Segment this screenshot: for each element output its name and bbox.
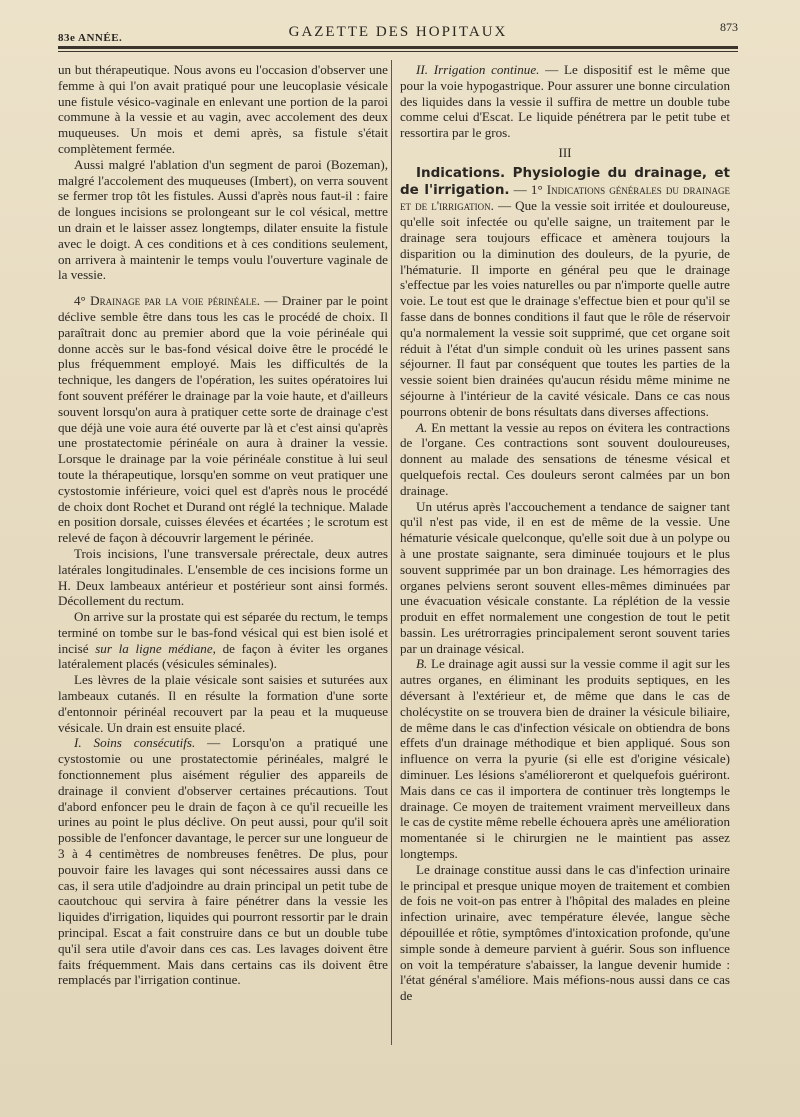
paragraph: Indications. Physiologie du drainage, et de l'irrigation. — 1° Indications générales du drainage et de l'irrigation. — Que la vessie soit irritée et douloureuse, qu'elle soit infectée ou qu'elle saigne, un traitement par le drainage sera toujours efficace et amènera toujours la disparition ou la diminution des douleurs, de la pyurie, de l'hématurie. Il importe en général peu que le drainage s'effectue par les voies naturelles ou par n'importe quelle autre voie. Le tout est que le drainage s'effectue bien et pour qu'il se fasse dans de bonnes conditions il faut que le rôle de réservoir qu'a normalement la vessie soit supprimé, que cet organe soit réduit à l'état d'un simple conduit où les urines passent sans séjourner. Il faut par conséquent que toutes les parties de la vessie soient bien drainées qu'aucun résidu même minime ne séjourne à l'intérieur de la cavité vésicale. Dans ce cas nous pourrons obtenir de bons résultats dans diverses affections. — [400, 164, 730, 419]
year-label: 83e ANNÉE. — [58, 32, 123, 44]
paragraph: A. En mettant la vessie au repos on évitera les contractions de l'organe. Ces contractions sont souvent douloureuses, donnent au malade des sensations de ténesme vésical et quelquefois rectal. Ces douleurs seront calmées par un bon drainage. — [400, 419, 730, 498]
header-rule-thin — [58, 51, 738, 52]
paragraph: un but thérapeutique. Nous avons eu l'occasion d'observer une femme à qui l'on avait pratiqué pour une leucoplasie vésicale une fistule vésico-vaginale en enlevant une portion de la paroi commune à la vessie et au vagin, avec accolement des deux muqueuses. Un mois et demi après, sa fistule s'était complètement fermée. — [58, 62, 388, 156]
paragraph: Le drainage constitue aussi dans le cas d'infection urinaire le principal et presque unique moyen de traitement et combien de fois ne voit-on pas entrer à l'hôpital des malades en pleine infection urinaire, avec température élevée, langue sèche dépouillée et rôtie, symptômes d'intoxication profonde, qu'une simple sonde à demeure parvient à guérir. Sous son influence on voit la température s'abaisser, la langue devenir humide : l'état général s'améliore. Mais méfions-nous aussi dans ce cas de — [400, 861, 730, 1004]
right-column — [400, 62, 730, 1004]
paragraph: Un utérus après l'accouchement a tendance de saigner tant qu'il n'est pas vide, il en est de même de la vessie. Une hématurie vésicale quelconque, qu'elle soit due à un polype ou à une prostate saignante, sera diminuée toujours et le plus souvent supprimée par un bon drainage. Les hémorragies des organes pelviens seront souvent elles-mêmes diminuées par une évacuation vésicale constante. La réplétion de la vessie produit en effet normalement une congestion de tout le petit bassin. Les urétrorragies principalement seront souvent taries par un drainage vésical. — [400, 498, 730, 656]
paragraph: On arrive sur la prostate qui est séparée du rectum, le temps terminé on tombe sur le bas-fond vésical qui est bien isolé et incisé sur la ligne médiane, de façon à éviter les organes latéralement placés (vésicules séminales). — [58, 609, 388, 672]
page-header — [58, 18, 738, 44]
journal-title: GAZETTE DES HOPITAUX — [288, 24, 508, 40]
subsection-label: I. Soins consécutifs. — [74, 735, 196, 751]
paragraph: II. Irrigation continue. — Le dispositif est le même que pour la voie hypogastrique. Pour assurer une bonne circulation des liquides dans la vessie il suffira de mettre un double tube comme celui d'Escat. Le liquide pénétrera par le petit tube et ressortira par le gros. — [400, 62, 730, 141]
header-rule-thick — [58, 46, 738, 49]
paragraph: Trois incisions, l'une transversale prérectale, deux autres latérales longitudinales. L'ensemble de ces incisions forme un H. Deux lambeaux antérieur et postérieur sont ainsi formés. Décollement du rectum. — [58, 545, 388, 609]
column-divider — [391, 60, 392, 1045]
paragraph: I. Soins consécutifs. — Lorsqu'on a pratiqué une cystostomie ou une prostatectomie périnéales, malgré le fonctionnement plus aisément régulier des appareils de drainage il convient d'observer certaines précautions. Tout d'abord enfoncer peu le drain de façon à ce qu'il recueille les urines au point le plus déclive. On peut aussi, pour qu'il soit possible de l'enfoncer davantage, le percer sur une longueur de 3 à 4 centimètres de nombreuses fenêtres. De plus, pour pouvoir faire les lavages qui sont nécessaires aussi dans ce cas, il sera utile d'adjoindre au drain principal un petit tube de caoutchouc qui servira à faire pénétrer dans la vessie les liquides d'irrigation, liquides qui pourront ressortir par le drain principal. Escat a fait construire dans ce but un double tube qu'il sera utile d'avoir dans ces cas. Les lavages doivent être faits fréquemment. Mais dans certains cas ils doivent être remplacés par l'irrigation continue. — [58, 735, 388, 988]
paragraph: Aussi malgré l'ablation d'un segment de paroi (Bozeman), malgré l'accolement des muqueuses (Imbert), on verra souvent se fermer trop tôt les fistules. Aussi d'après nous faut-il : faire de longues incisions se prolongeant sur le col vésical, mettre un drain et le laisser assez longtemps, dilater ensuite la fistule avec le doigt. A ces conditions et à ces conditions seulement, on arrivera à maintenir le temps voulu l'ouverture vaginale de la vessie. — [58, 156, 388, 283]
subsection-label: 4° Drainage par la voie périnéale. — [74, 293, 261, 309]
paragraph: B. Le drainage agit aussi sur la vessie comme il agit sur les autres organes, en éliminant les produits septiques, en les déversant à l'extérieur et, de même que dans le cas de cholécystite on se trouvera bien de drainer la vésicule biliaire, de même dans le cas d'infection vésicale on obtiendra de bons effets d'un drainage méthodique et bien appliqué. Sous son influence on verra la pyurie (si elle est d'origine vésicale) diminuer. Les lésions s'amélioreront et quelquefois guériront. Mais dans ce cas il importera de continuer très longtemps le drainage. Ce moyen de traitement vraiment merveilleux dans le cas de cystite même rebelle échouera après une amélioration momentanée si le chirurgien ne le maintient pas assez longtemps. — [400, 656, 730, 862]
page-number: 873 — [720, 20, 738, 34]
left-column — [58, 62, 388, 988]
paragraph: Les lèvres de la plaie vésicale sont saisies et suturées aux lambeaux cutanés. Il en résulte la formation d'une sorte d'entonnoir périnéal recouvert par la peau et la muqueuse vésicale. Un drain est ensuite placé. — [58, 672, 388, 735]
section-number: III — [558, 144, 572, 160]
paragraph: 4° Drainage par la voie périnéale. — Drainer par le point déclive semble être dans tous les cas le procédé de choix. Il paraîtrait donc au premier abord que la voie périnéale qui donne accès sur le bas-fond vésical doive être le procédé le plus fréquemment employé. Mais les difficultés de la technique, les dangers de l'opération, les suites opératoires lui font souvent préférer le drainage par la voie haute, et d'ailleurs souvent lorsqu'on aura à pratiquer cette sorte de drainage c'est que déjà une voie aura été ouverte par là et c'est ainsi qu'après une prostatectomie périnéale on aura à drainer la vessie. Lorsque le drainage par la voie périnéale constitue à lui seul toute la thérapeutique, lorsqu'en somme on veut pratiquer une cystostomie inférieure, voici quel est d'après nous le procédé de choix dont Rochet et Durand ont réglé la technique. Malade en position dorsale, cuisses élevées et écartées ; le scrotum est relevé de façon à découvrir largement le périnée. — [58, 293, 389, 546]
section-heading: Indications. Physiologie du drainage, et de l'irrigation. — [400, 164, 730, 198]
subsection-label: II. Irrigation continue. — [416, 62, 540, 77]
